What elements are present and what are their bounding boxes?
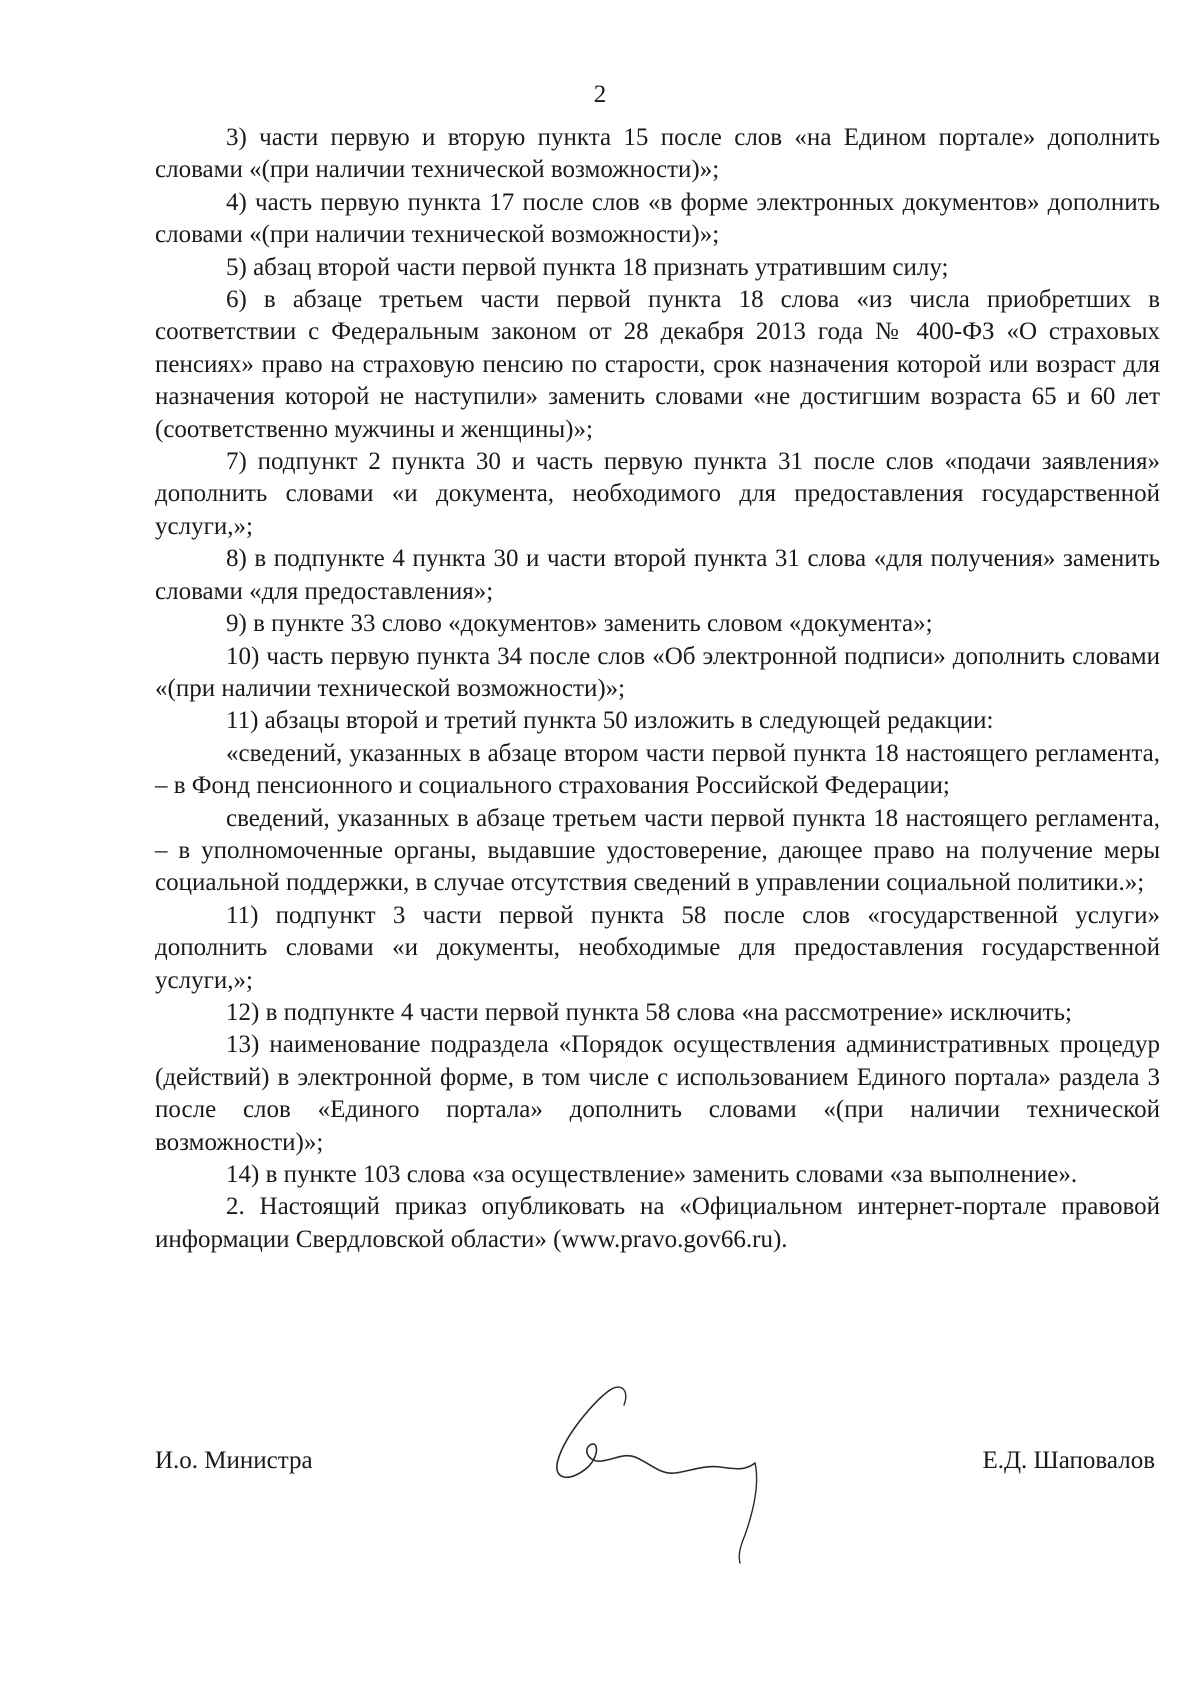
signature-block bbox=[155, 1445, 1155, 1485]
paragraph-item-11-intro: 11) абзацы второй и третий пункта 50 изложить в следующей редакции: bbox=[226, 707, 994, 735]
paragraph-item-10: 10) часть первую пункта 34 после слов «Об электронной подписи» дополнить словами «(при наличии технической возможности)»; bbox=[155, 642, 1160, 702]
paragraph-item-3: 3) части первую и вторую пункта 15 после слов «на Едином портале» дополнить словами «(при наличии технической возможности)»; bbox=[155, 124, 1160, 184]
paragraph-item-5: 5) абзац второй части первой пункта 18 признать утратившим силу; bbox=[226, 253, 949, 281]
paragraph-item-12: 12) в подпункте 4 части первой пункта 58 слова «на рассмотрение» исключить; bbox=[226, 998, 1072, 1026]
paragraph-clause-2: 2. Настоящий приказ опубликовать на «Официальном интернет-портале правовой информации Свердловской области» (www.pravo.gov66.ru). bbox=[155, 1193, 1160, 1253]
paragraph-quoted-1: «сведений, указанных в абзаце втором части первой пункта 18 настоящего регламента, – в Фонд пенсионного и социального страхования Российской Федерации; bbox=[155, 739, 1160, 800]
signatory-position: И.о. Министра bbox=[155, 1447, 313, 1474]
paragraph-item-6: 6) в абзаце третьем части первой пункта 18 слова «из числа приобретших в соответствии с Федеральным законом от 28 декабря 2013 года № 400-ФЗ «О страховых пенсиях» право на страховую пенсию по старости, срок назначения которой или возраст для назначения которой не наступили» заменить словами «не достигшим возраста 65 и 60 лет (соответственно мужчины и женщины)»; bbox=[155, 286, 1160, 443]
signatory-name: Е.Д. Шаповалов bbox=[982, 1447, 1155, 1474]
paragraph-item-8: 8) в подпункте 4 пункта 30 и части второй пункта 31 слова «для получения» заменить словами «для предоставления»; bbox=[155, 545, 1160, 605]
paragraph-item-11b: 11) подпункт 3 части первой пункта 58 после слов «государственной услуги» дополнить словами «и документы, необходимые для предоставления государственной услуги,»; bbox=[155, 901, 1160, 994]
paragraph-item-14: 14) в пункте 103 слова «за осуществление» заменить словами «за выполнение». bbox=[226, 1161, 1078, 1188]
paragraph-item-4: 4) часть первую пункта 17 после слов «в форме электронных документов» дополнить словами «(при наличии технической возможности)»; bbox=[155, 188, 1160, 249]
page-number: 2 bbox=[593, 81, 607, 108]
paragraph-item-7: 7) подпункт 2 пункта 30 и часть первую пункта 31 после слов «подачи заявления» дополнить словами «и документа, необходимого для предоставления государственной услуги,»; bbox=[155, 448, 1160, 540]
document-body bbox=[155, 122, 1160, 1256]
paragraph-item-13: 13) наименование подраздела «Порядок осуществления административных процедур (действий) в электронной форме, в том числе с использованием Единого портала» раздела 3 после слов «Единого портала» дополнить словами «(при наличии технической возможности)»; bbox=[155, 1031, 1160, 1156]
paragraph-item-9: 9) в пункте 33 слово «документов» заменить словом «документа»; bbox=[226, 610, 933, 638]
paragraph-quoted-2: сведений, указанных в абзаце третьем части первой пункта 18 настоящего регламента, – в уполномоченные органы, выдавшие удостоверение, дающее право на получение меры социальной поддержки, в случае отсутствия сведений в управлении социальной политики.»; bbox=[155, 804, 1160, 897]
